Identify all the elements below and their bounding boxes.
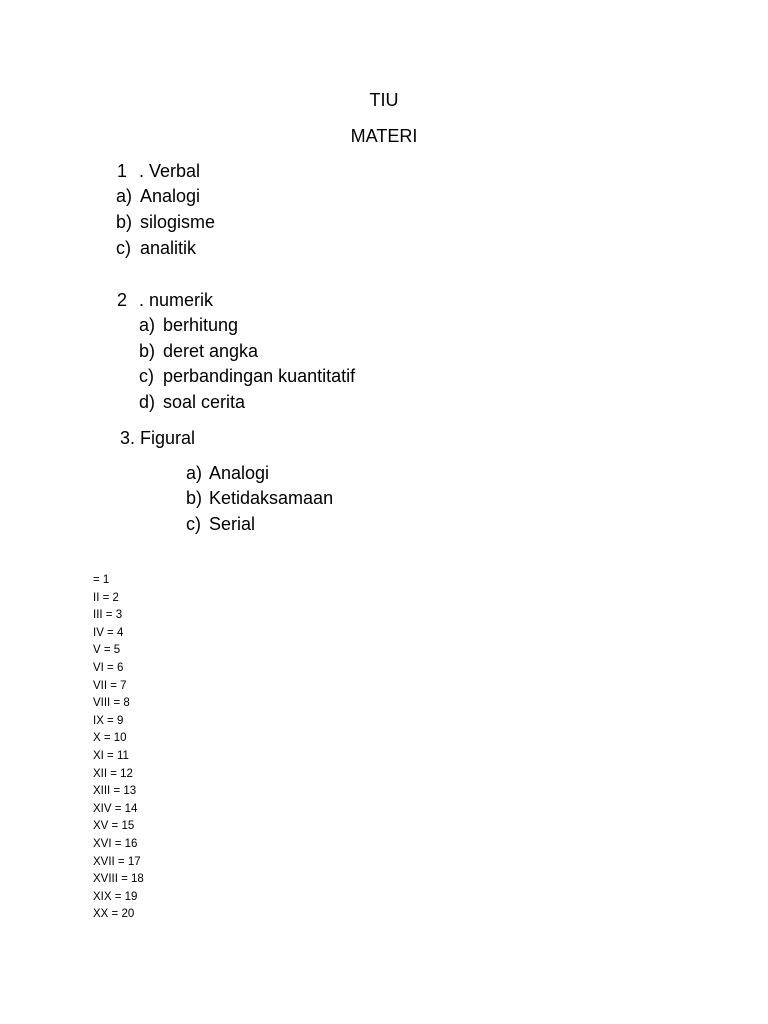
item-text: silogisme: [140, 212, 216, 232]
roman-numeral-item: XIV = 14: [93, 802, 138, 815]
roman-numeral-item: XII = 12: [93, 767, 133, 780]
roman-numeral-item: VII = 7: [93, 679, 127, 692]
roman-numeral-item: XVII = 17: [93, 855, 141, 868]
section-name: . Verbal: [139, 161, 201, 181]
roman-numeral-item: XI = 11: [93, 749, 129, 762]
section-heading-text: 3. Figural: [120, 428, 196, 448]
item-marker: c): [186, 514, 201, 534]
roman-numeral-item: II = 2: [93, 591, 119, 604]
item-text: Ketidaksamaan: [209, 488, 334, 508]
roman-numeral-item: III = 3: [93, 609, 123, 622]
item-marker: a): [139, 315, 156, 335]
section-name: . numerik: [139, 290, 214, 310]
item-text: perbandingan kuantitatif: [163, 366, 356, 386]
roman-numeral-item: XX = 20: [93, 908, 135, 921]
section-3-heading: [120, 427, 195, 449]
item-text: Serial: [209, 514, 256, 534]
roman-numeral-item: XVI = 16: [93, 837, 138, 850]
roman-numeral-item: X = 10: [93, 732, 127, 745]
item-marker: b): [139, 341, 156, 361]
item-marker: a): [186, 463, 203, 483]
roman-numeral-item: XIX = 19: [93, 890, 138, 903]
roman-numeral-item: XVIII = 18: [93, 873, 144, 886]
item-marker: a): [116, 186, 133, 206]
section-number: 2: [117, 290, 128, 310]
item-text: deret angka: [163, 341, 259, 361]
document-title: TIU: [369, 90, 399, 110]
roman-numeral-item: VI = 6: [93, 661, 124, 674]
item-marker: b): [116, 212, 133, 232]
document-subtitle: MATERI: [350, 126, 418, 146]
roman-numeral-item: XIII = 13: [93, 785, 137, 798]
item-marker: d): [139, 392, 156, 412]
item-text: berhitung: [163, 315, 239, 335]
roman-numeral-item: XV = 15: [93, 820, 135, 833]
roman-numeral-list: [93, 572, 144, 924]
item-marker: c): [116, 238, 131, 258]
roman-numeral-item: VIII = 8: [93, 697, 130, 710]
item-marker: b): [186, 488, 203, 508]
roman-numeral-item: IV = 4: [93, 626, 124, 639]
item-text: Analogi: [209, 463, 270, 483]
item-marker: c): [139, 366, 154, 386]
roman-numeral-item: IX = 9: [93, 714, 124, 727]
item-text: soal cerita: [163, 392, 246, 412]
roman-numeral-item: = 1: [93, 574, 110, 586]
section-number: 1: [117, 161, 128, 181]
item-text: analitik: [140, 238, 197, 258]
roman-numeral-item: V = 5: [93, 644, 121, 657]
item-text: Analogi: [140, 186, 201, 206]
